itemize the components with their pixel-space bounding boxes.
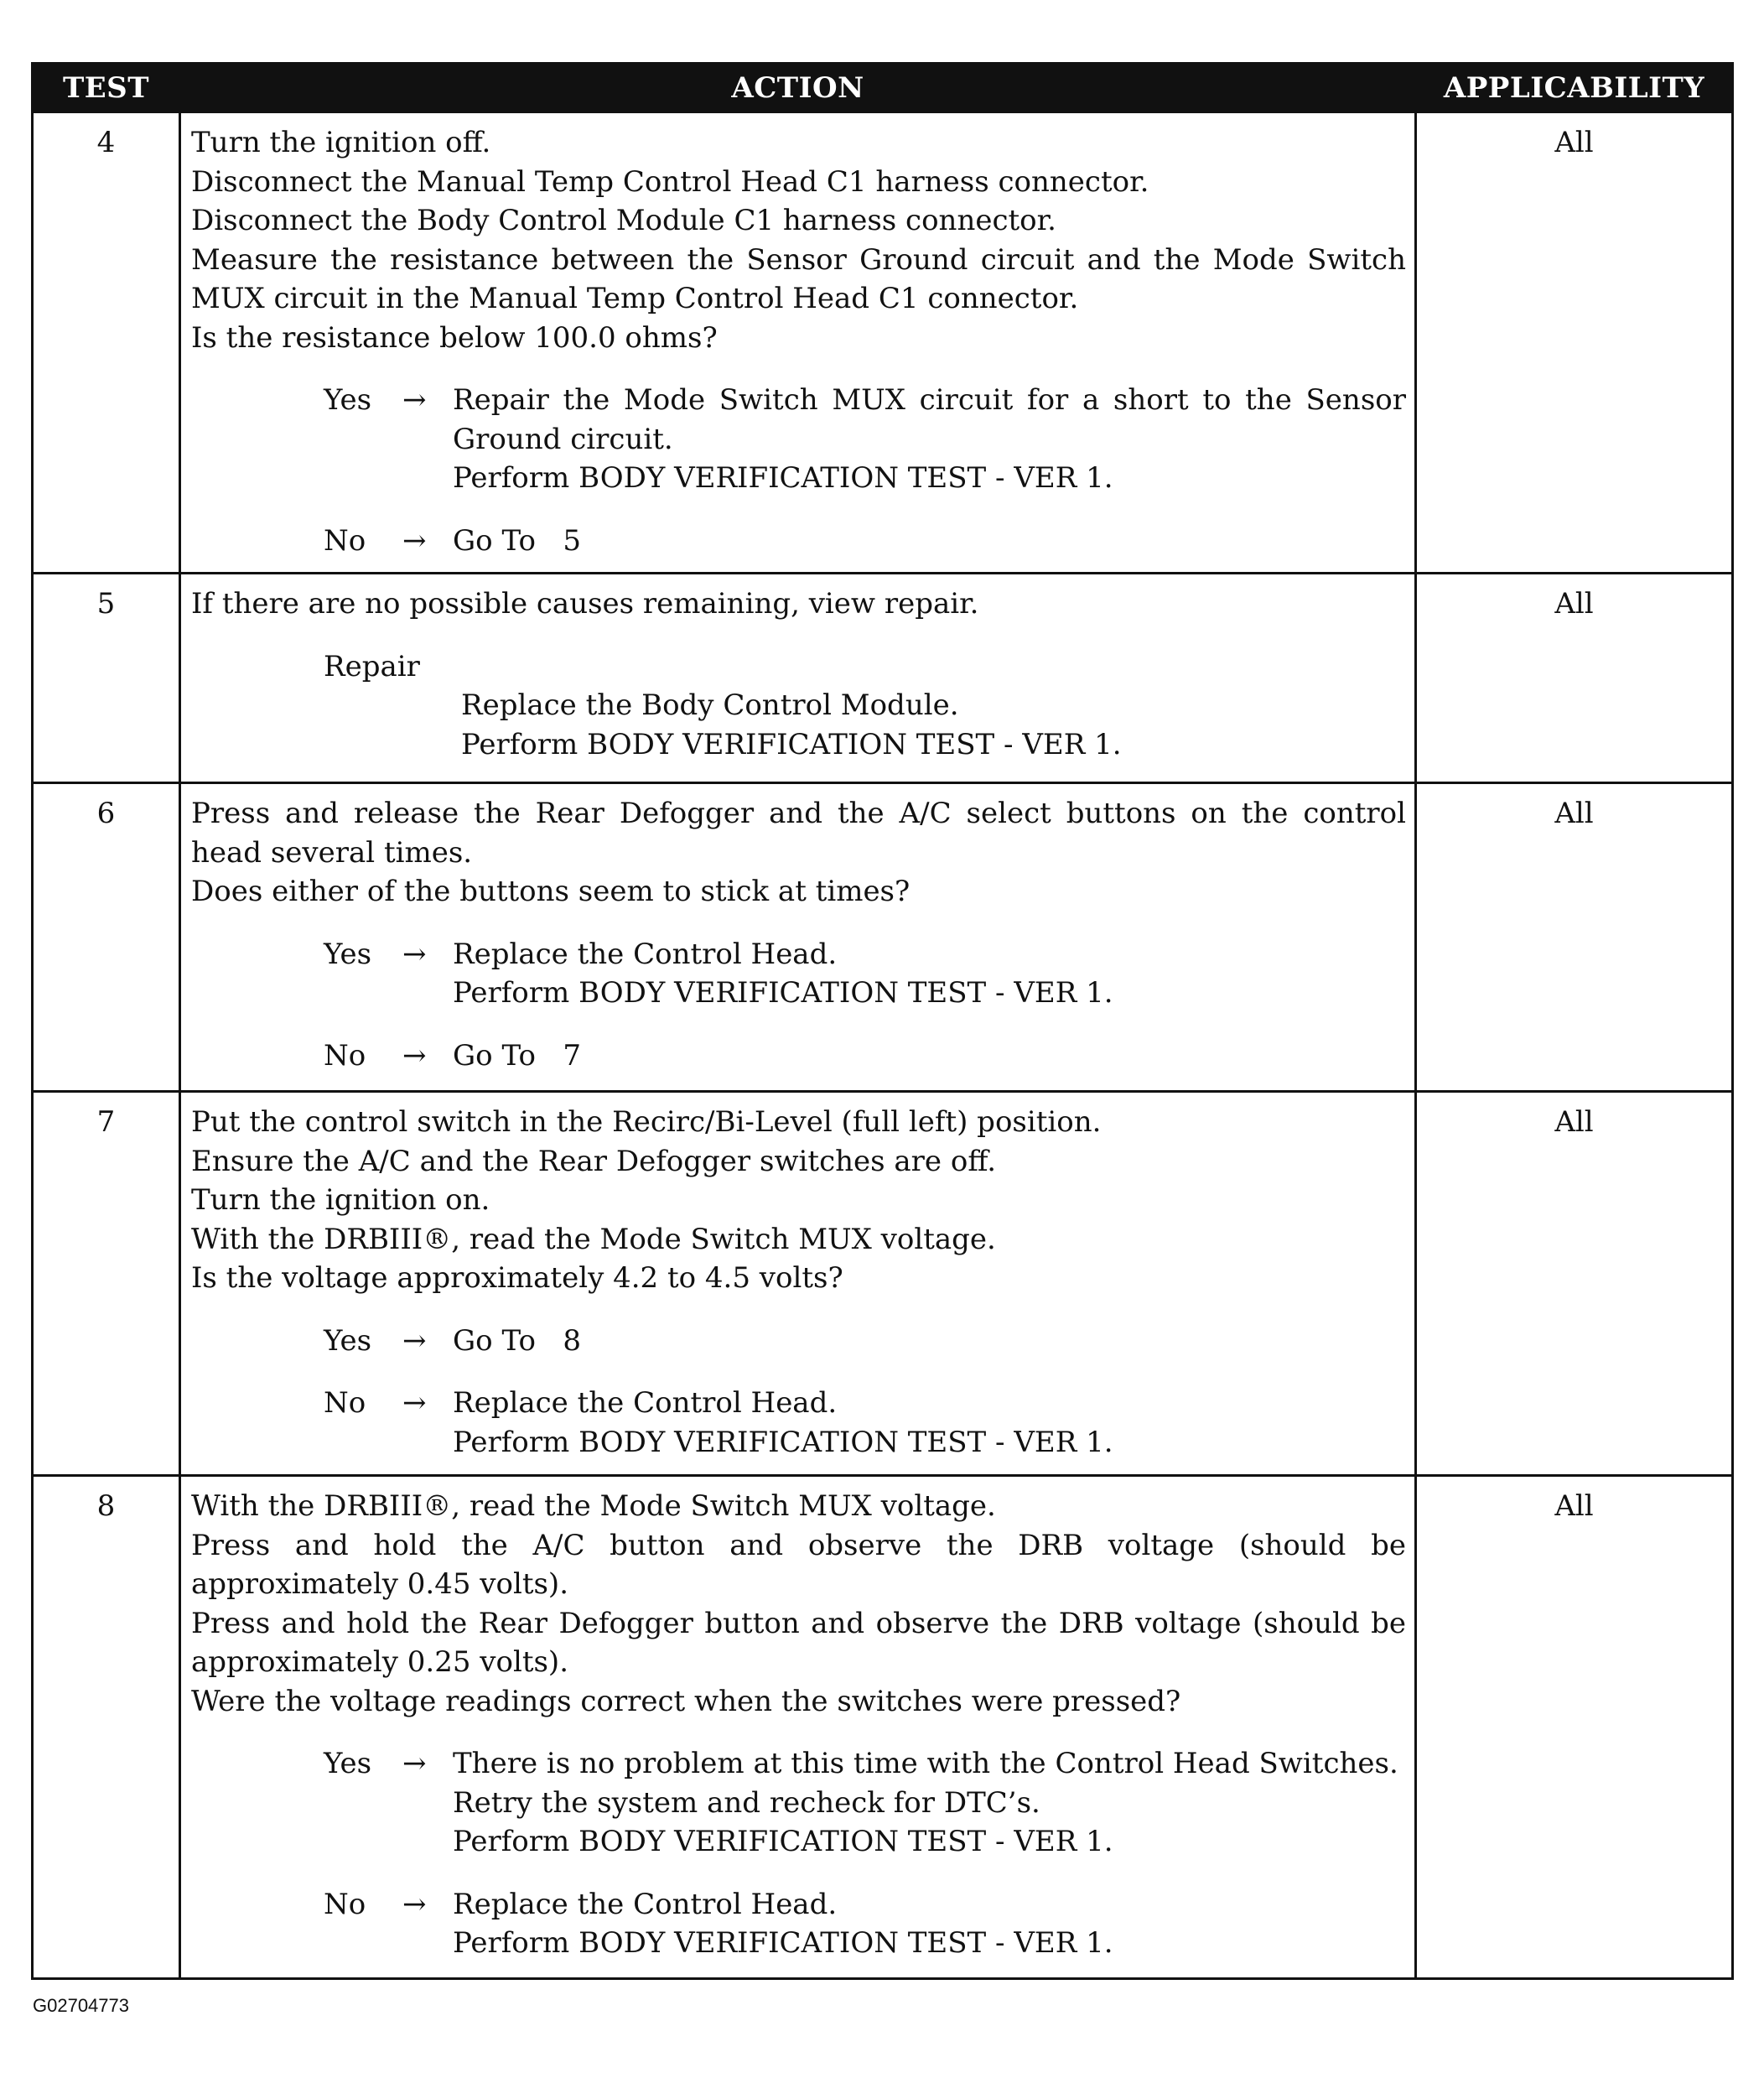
result-label: No (324, 523, 366, 558)
action-line: Disconnect the Manual Temp Control Head C1 harness connector. (191, 164, 1149, 199)
result-line: Go To 5 (453, 523, 581, 558)
arrow-icon: → (402, 1747, 427, 1780)
action-cell (180, 1476, 1416, 1979)
repair-line: Perform BODY VERIFICATION TEST - VER 1. (461, 727, 1122, 761)
result-text (453, 1036, 1406, 1076)
table-row (33, 574, 1733, 783)
applicability-cell: All (1416, 574, 1733, 783)
arrow-icon: → (402, 383, 427, 417)
result-line: Perform BODY VERIFICATION TEST - VER 1. (453, 976, 1113, 1010)
result-text (453, 1885, 1406, 1963)
test-number: 4 (33, 112, 180, 574)
result-no (191, 522, 1406, 561)
result-label: No (324, 1386, 366, 1420)
repair-label: Repair (324, 649, 420, 683)
arrow-icon: → (402, 1038, 427, 1073)
action-line: Press and release the Rear Defogger and the A/C select buttons on the control head several times. (191, 797, 1406, 870)
result-yes (191, 1744, 1406, 1862)
table-row (33, 1092, 1733, 1476)
result-no (191, 1036, 1406, 1076)
action-line: Press and hold the Rear Defogger button and observe the DRB voltage (should be approximately 0.25 volts). (191, 1606, 1406, 1679)
result-line: Perform BODY VERIFICATION TEST - VER 1. (453, 1425, 1113, 1459)
result-label: Yes (324, 383, 372, 417)
table-row (33, 112, 1733, 574)
applicability-cell: All (1416, 1092, 1733, 1476)
result-text (453, 1744, 1406, 1862)
result-line: Go To 8 (453, 1323, 581, 1358)
header-applicability: APPLICABILITY (1416, 64, 1733, 112)
figure-code: G02704773 (33, 1995, 129, 2016)
result-line: Perform BODY VERIFICATION TEST - VER 1. (453, 1926, 1113, 1960)
result-line: Go To 7 (453, 1038, 581, 1073)
result-yes (191, 935, 1406, 1013)
header-action: ACTION (180, 64, 1416, 112)
result-line: There is no problem at this time with the Control Head Switches. (453, 1747, 1398, 1780)
result-no (191, 1885, 1406, 1963)
result-yes (191, 381, 1406, 498)
action-line: Measure the resistance between the Sensor Ground circuit and the Mode Switch MUX circuit in the Manual Temp Control Head C1 connector. (191, 242, 1406, 315)
result-label: Yes (324, 1747, 372, 1780)
arrow-icon: → (402, 1386, 427, 1420)
action-cell (180, 112, 1416, 574)
action-line: Does either of the buttons seem to stick at times? (191, 875, 911, 908)
test-number: 6 (33, 783, 180, 1092)
repair-text (191, 686, 1406, 764)
result-label: No (324, 1887, 366, 1921)
action-line: With the DRBIII®, read the Mode Switch MUX voltage. (191, 1222, 996, 1256)
repair-line: Replace the Body Control Module. (461, 688, 959, 722)
result-text (453, 935, 1406, 1013)
arrow-icon: → (402, 523, 427, 558)
result-line: Replace the Control Head. (453, 1386, 838, 1420)
result-line: Perform BODY VERIFICATION TEST - VER 1. (453, 461, 1113, 495)
result-line: Perform BODY VERIFICATION TEST - VER 1. (453, 1825, 1113, 1858)
action-line: Turn the ignition off. (191, 126, 491, 159)
action-line: Ensure the A/C and the Rear Defogger switches are off. (191, 1144, 997, 1178)
arrow-icon: → (402, 1323, 427, 1358)
action-line: Were the voltage readings correct when the switches were pressed? (191, 1684, 1181, 1718)
action-line: Disconnect the Body Control Module C1 harness connector. (191, 204, 1056, 237)
result-text (453, 522, 1406, 561)
result-line: Retry the system and recheck for DTC’s. (453, 1785, 1040, 1820)
action-line: Turn the ignition on. (191, 1183, 490, 1217)
result-label: Yes (324, 937, 372, 971)
action-cell (180, 783, 1416, 1092)
result-line: Repair the Mode Switch MUX circuit for a short to the Sensor Ground circuit. (453, 383, 1406, 456)
result-text (453, 1322, 1406, 1361)
action-line: If there are no possible causes remaining, view repair. (191, 587, 979, 621)
table-row (33, 783, 1733, 1092)
test-number: 5 (33, 574, 180, 783)
diagnostic-document (31, 62, 1731, 1980)
action-line: Is the resistance below 100.0 ohms? (191, 320, 718, 355)
result-label: Yes (324, 1323, 372, 1358)
diagnostic-test-table (31, 62, 1734, 1980)
result-text (453, 1384, 1406, 1462)
result-yes (191, 1322, 1406, 1361)
action-line: Press and hold the A/C button and observe the DRB voltage (should be approximately 0.45 volts). (191, 1528, 1406, 1601)
action-cell (180, 1092, 1416, 1476)
test-number: 7 (33, 1092, 180, 1476)
result-line: Replace the Control Head. (453, 937, 838, 971)
result-line: Replace the Control Head. (453, 1887, 838, 1921)
result-label: No (324, 1038, 366, 1073)
action-line: Is the voltage approximately 4.2 to 4.5 volts? (191, 1261, 843, 1295)
table-header-row (33, 64, 1733, 112)
table-row (33, 1476, 1733, 1979)
action-line: Put the control switch in the Recirc/Bi-Level (full left) position. (191, 1105, 1102, 1139)
action-line: With the DRBIII®, read the Mode Switch MUX voltage. (191, 1489, 996, 1523)
result-no (191, 1384, 1406, 1462)
header-test: TEST (33, 64, 180, 112)
arrow-icon: → (402, 937, 427, 971)
applicability-cell: All (1416, 112, 1733, 574)
result-text (453, 381, 1406, 498)
applicability-cell: All (1416, 1476, 1733, 1979)
arrow-icon: → (402, 1887, 427, 1921)
action-cell (180, 574, 1416, 783)
applicability-cell: All (1416, 783, 1733, 1092)
test-number: 8 (33, 1476, 180, 1979)
